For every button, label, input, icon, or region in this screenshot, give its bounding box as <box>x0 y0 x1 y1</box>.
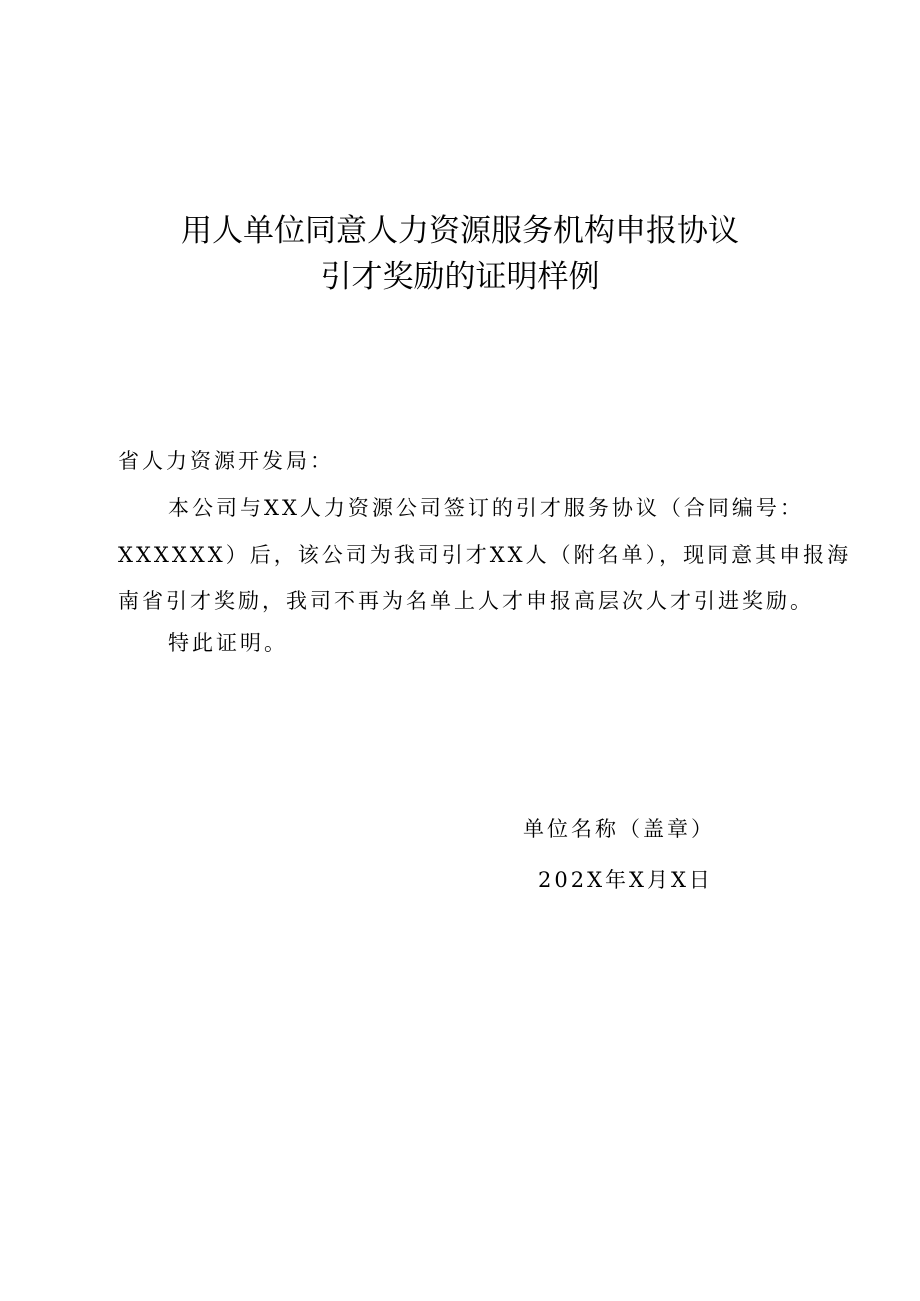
body-line-1: 本公司与XX人力资源公司签订的引才服务协议（合同编号： <box>168 496 804 520</box>
body-line-3: 南省引才奖励，我司不再为名单上人才申报高层次人才引进奖励。 <box>118 589 814 613</box>
document-title-line-2: 引才奖励的证明样例 <box>320 259 600 295</box>
signature-organization: 单位名称（盖章） <box>523 817 715 841</box>
closing-line: 特此证明。 <box>168 631 288 655</box>
body-line-2: XXXXXX）后，该公司为我司引才XX人（附名单），现同意其申报海 <box>118 543 852 567</box>
salutation: 省人力资源开发局： <box>118 449 334 473</box>
document-title-line-1: 用人单位同意人力资源服务机构申报协议 <box>181 213 739 249</box>
signature-date: 202X年X月X日 <box>538 868 713 892</box>
